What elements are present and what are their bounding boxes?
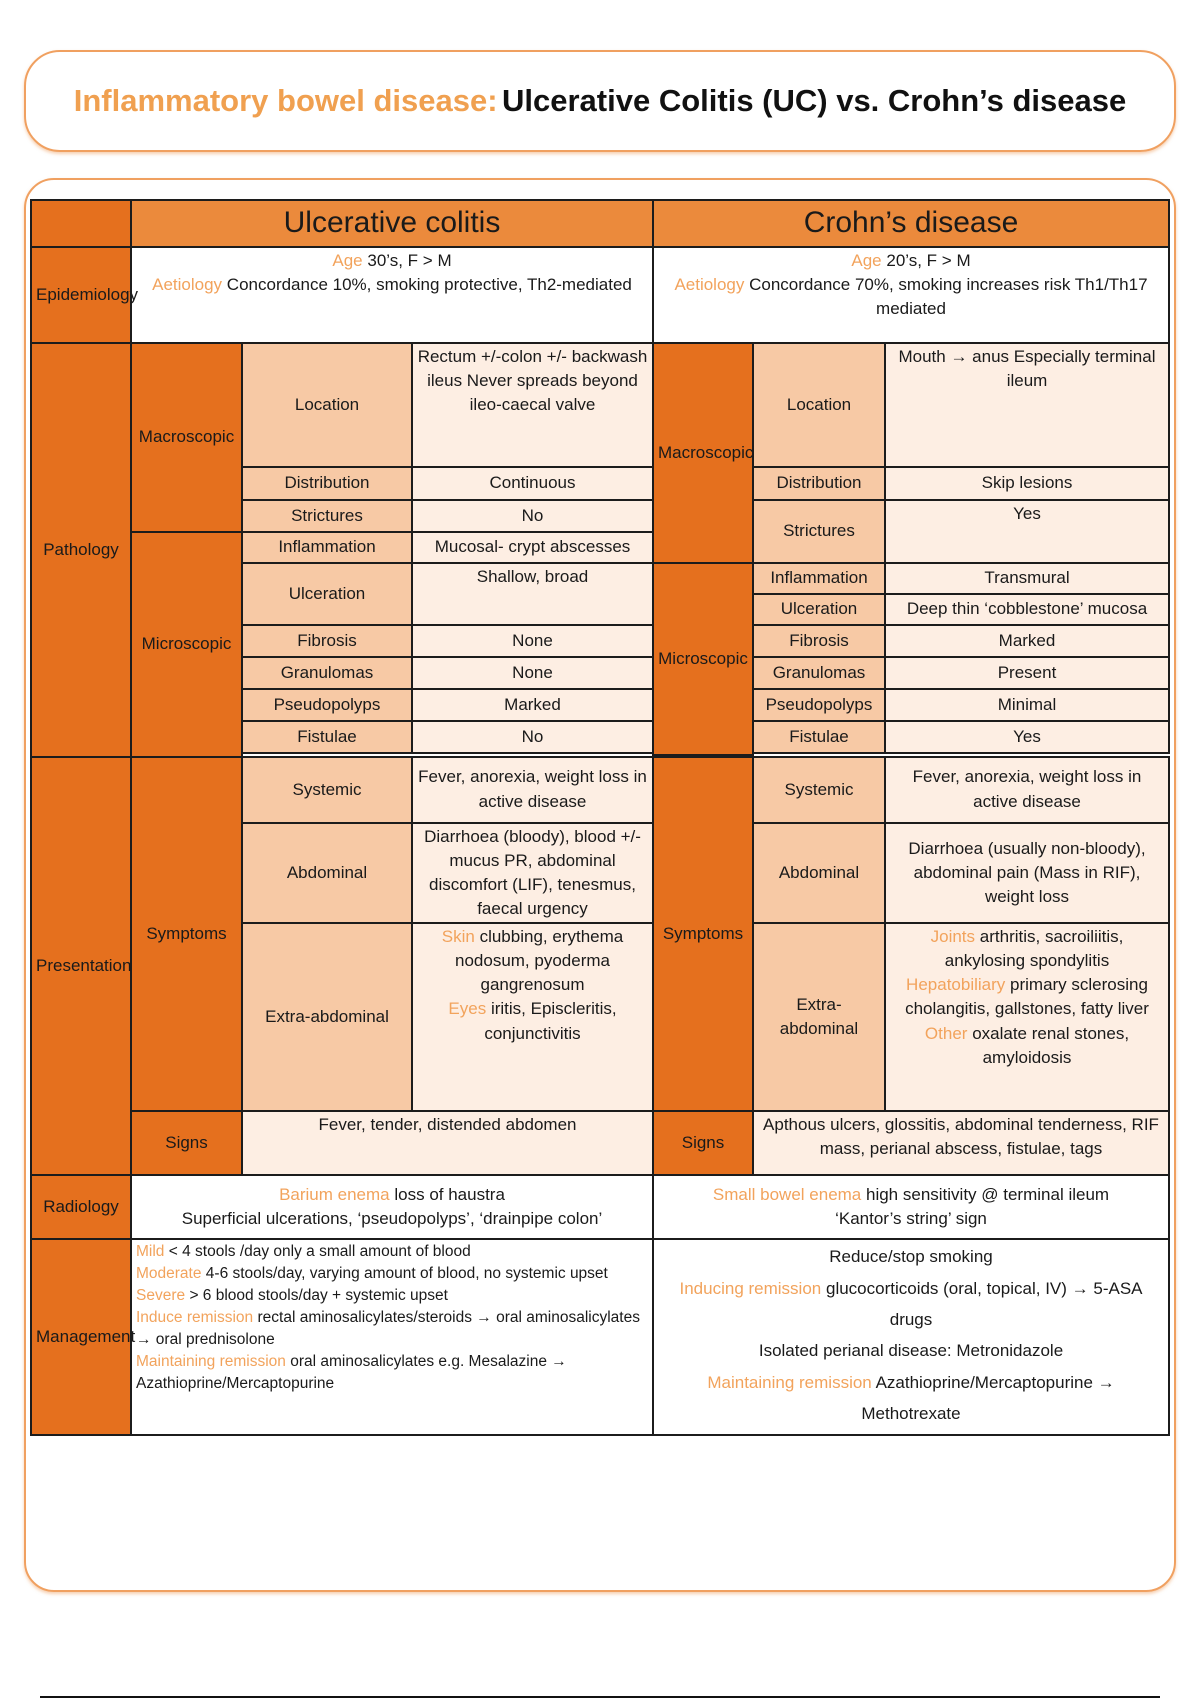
cd-strictures: Yes	[885, 500, 1169, 563]
comparison-table	[30, 199, 1169, 1436]
cd-fistulae-label: Fistulae	[753, 721, 885, 753]
mgmt-uc: Mild < 4 stools /day only a small amount of blood Moderate 4-6 stools/day, varying amount of blood, no systemic upset Severe > 6 blood stools/day + systemic upset Induce remission rectal aminosalicylates/steroids → oral aminosalicylates → oral prednisolone Maintaining remission oral aminosalicylates e.g. Mesalazine → Azathioprine/Mercaptopurine	[131, 1239, 653, 1435]
cd-extra-label: Extra-abdominal	[753, 923, 885, 1111]
cd-location-label: Location	[753, 343, 885, 467]
cd-systemic-label: Systemic	[753, 757, 885, 823]
uc-abdominal: Diarrhoea (bloody), blood +/- mucus PR, abdominal discomfort (LIF), tenesmus, faecal urgency	[412, 823, 653, 924]
uc-extra: Skin clubbing, erythema nodosum, pyoderma gangrenosum Eyes iritis, Episcleritis, conjunctivitis	[412, 923, 653, 1111]
uc-signs: Fever, tender, distended abdomen	[242, 1111, 653, 1175]
title-prefix: Inflammatory bowel disease:	[73, 83, 498, 118]
radio-cd: Small bowel enema high sensitivity @ terminal ileum ‘Kantor’s string’ sign	[653, 1175, 1169, 1239]
uc-signs-label: Signs	[131, 1111, 242, 1175]
epi-uc: Age 30’s, F > M Aetiology Concordance 10%, smoking protective, Th2-mediated	[131, 247, 653, 343]
row-label-pathology: Pathology	[31, 343, 131, 757]
cd-signs-label: Signs	[653, 1111, 753, 1175]
mgmt-cd: Reduce/stop smoking Inducing remission glucocorticoids (oral, topical, IV) → 5-ASA drugs Isolated perianal disease: Metronidazole Maintaining remission Azathioprine/Mercaptopurine → Methotrexate	[653, 1239, 1169, 1435]
uc-inflammation: Mucosal- crypt abscesses	[412, 532, 653, 563]
cd-macroscopic: Macroscopic	[653, 343, 753, 563]
uc-strictures: No	[412, 500, 653, 532]
col-header-uc: Ulcerative colitis	[131, 200, 653, 247]
cd-microscopic: Microscopic	[653, 563, 753, 755]
uc-ulceration: Shallow, broad	[412, 563, 653, 625]
uc-granulomas: None	[412, 657, 653, 689]
uc-location-label: Location	[242, 343, 412, 467]
uc-fibrosis-label: Fibrosis	[242, 625, 412, 657]
uc-macroscopic: Macroscopic	[131, 343, 242, 532]
uc-fistulae: No	[412, 721, 653, 753]
cd-distribution-label: Distribution	[753, 467, 885, 500]
cd-distribution: Skip lesions	[885, 467, 1169, 500]
uc-fistulae-label: Fistulae	[242, 721, 412, 753]
title-banner	[24, 50, 1176, 152]
uc-location: Rectum +/-colon +/- backwash ileus Never spreads beyond ileo-caecal valve	[412, 343, 653, 467]
cd-granulomas: Present	[885, 657, 1169, 689]
uc-symptoms: Symptoms	[131, 757, 242, 1112]
uc-granulomas-label: Granulomas	[242, 657, 412, 689]
cd-strictures-label: Strictures	[753, 500, 885, 563]
col-header-cd: Crohn’s disease	[653, 200, 1169, 247]
uc-distribution-label: Distribution	[242, 467, 412, 500]
row-label-radiology: Radiology	[31, 1175, 131, 1239]
cd-fibrosis: Marked	[885, 625, 1169, 657]
uc-systemic-label: Systemic	[242, 757, 412, 823]
uc-pseudopolyps: Marked	[412, 689, 653, 721]
corner-cell	[31, 200, 131, 247]
row-label-presentation: Presentation	[31, 757, 131, 1176]
uc-pseudopolyps-label: Pseudopolyps	[242, 689, 412, 721]
uc-inflammation-label: Inflammation	[242, 532, 412, 563]
cd-pseudopolyps: Minimal	[885, 689, 1169, 721]
cd-systemic: Fever, anorexia, weight loss in active disease	[885, 757, 1169, 823]
cd-fistulae: Yes	[885, 721, 1169, 753]
cd-location: Mouth → anus Especially terminal ileum	[885, 343, 1169, 467]
uc-systemic: Fever, anorexia, weight loss in active disease	[412, 757, 653, 823]
cd-symptoms: Symptoms	[653, 757, 753, 1112]
uc-distribution: Continuous	[412, 467, 653, 500]
cd-pseudopolyps-label: Pseudopolyps	[753, 689, 885, 721]
uc-microscopic: Microscopic	[131, 532, 242, 757]
cd-signs: Apthous ulcers, glossitis, abdominal tenderness, RIF mass, perianal abscess, fistulae, tags	[753, 1111, 1169, 1175]
uc-fibrosis: None	[412, 625, 653, 657]
cd-fibrosis-label: Fibrosis	[753, 625, 885, 657]
row-label-epidemiology: Epidemiology	[31, 247, 131, 343]
footer-rule	[40, 1696, 1160, 1698]
epi-cd: Age 20’s, F > M Aetiology Concordance 70%, smoking increases risk Th1/Th17 mediated	[653, 247, 1169, 343]
uc-abdominal-label: Abdominal	[242, 823, 412, 924]
cd-granulomas-label: Granulomas	[753, 657, 885, 689]
cd-ulceration: Deep thin ‘cobblestone’ mucosa	[885, 594, 1169, 625]
row-label-management: Management	[31, 1239, 131, 1435]
title-main: Ulcerative Colitis (UC) vs. Crohn’s disease	[502, 83, 1127, 118]
uc-strictures-label: Strictures	[242, 500, 412, 532]
uc-ulceration-label: Ulceration	[242, 563, 412, 625]
radio-uc: Barium enema loss of haustra Superficial ulcerations, ‘pseudopolyps’, ‘drainpipe colon’	[131, 1175, 653, 1239]
cd-ulceration-label: Ulceration	[753, 594, 885, 625]
cd-inflammation-label: Inflammation	[753, 563, 885, 594]
cd-inflammation: Transmural	[885, 563, 1169, 594]
uc-extra-label: Extra-abdominal	[242, 923, 412, 1111]
cd-abdominal: Diarrhoea (usually non-bloody), abdominal pain (Mass in RIF), weight loss	[885, 823, 1169, 924]
cd-extra: Joints arthritis, sacroiliitis, ankylosing spondylitis Hepatobiliary primary sclerosing cholangitis, gallstones, fatty liver Other oxalate renal stones, amyloidosis	[885, 923, 1169, 1111]
cd-abdominal-label: Abdominal	[753, 823, 885, 924]
